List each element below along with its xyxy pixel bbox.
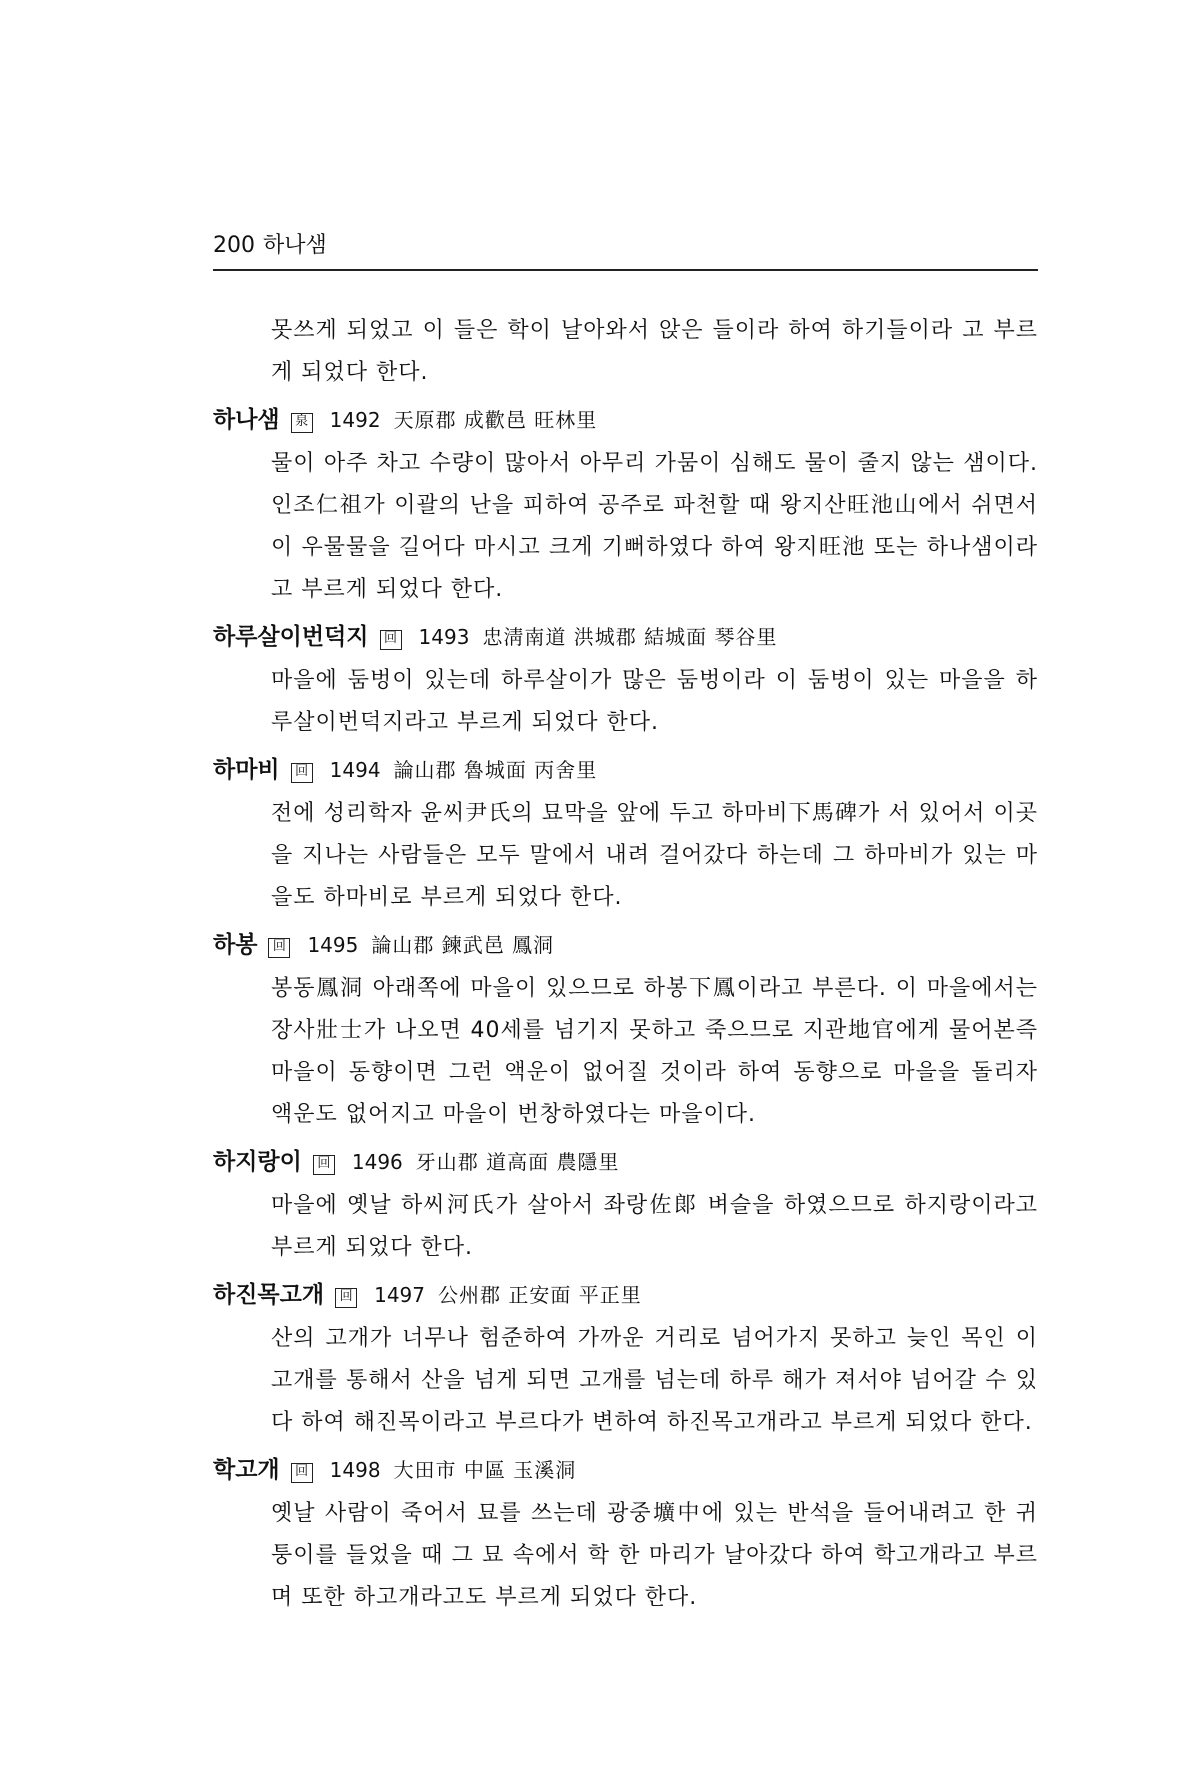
entry — [213, 615, 1038, 744]
entry-term: 하마비 — [213, 757, 280, 783]
category-badge: 回 — [335, 1288, 357, 1308]
entry-location: 論山郡 鍊武邑 鳳洞 — [371, 933, 555, 957]
entry-heading — [213, 748, 1038, 793]
entry-location: 大田市 中區 玉溪洞 — [393, 1458, 577, 1482]
entry-term: 하지랑이 — [213, 1149, 302, 1175]
entry-term: 하봉 — [213, 932, 258, 958]
entry-term: 하루살이번덕지 — [213, 624, 369, 650]
category-badge: 回 — [313, 1155, 335, 1175]
main-content — [213, 310, 1038, 1623]
entry-heading — [213, 1140, 1038, 1185]
entry-text: 마을에 둠벙이 있는데 하루살이가 많은 둠벙이라 이 둠벙이 있는 마을을 하루살이번덕지라고 부르게 되었다 한다. — [271, 668, 1038, 735]
entry-term: 하나샘 — [213, 407, 280, 433]
entry — [213, 1448, 1038, 1619]
entry-heading — [213, 615, 1038, 660]
category-badge: 泉 — [291, 413, 313, 433]
entry-location: 牙山郡 道高面 農隱里 — [415, 1150, 620, 1174]
entry-heading — [213, 398, 1038, 443]
entry-number: 1497 — [374, 1283, 425, 1307]
entry-term: 학고개 — [213, 1457, 280, 1483]
entry-heading — [213, 1273, 1038, 1318]
entry-number: 1498 — [329, 1458, 381, 1482]
entry-location: 天原郡 成歡邑 旺林里 — [393, 408, 598, 432]
entry-text: 봉동鳳洞 아래쪽에 마을이 있으므로 하봉下鳳이라고 부른다. 이 마을에서는 장사壯士가 나오면 40세를 넘기지 못하고 죽으므로 지관地官에게 물어본즉 마을이 동향이면 그런 액운이 없어질 것이라 하여 동향으로 마을을 돌리자 액운도 없어지고 마을이 번창하였다는 마을이다. — [271, 976, 1038, 1127]
continuation-text: 못쓰게 되었고 이 들은 학이 날아와서 앉은 들이라 하여 하기들이라 고 부르게 되었다 한다. — [271, 318, 1038, 385]
entry — [213, 923, 1038, 1136]
entry — [213, 1273, 1038, 1444]
entry-number: 1492 — [329, 408, 381, 432]
entry — [213, 748, 1038, 919]
entry-text: 산의 고개가 너무나 험준하여 가까운 거리로 넘어가지 못하고 늦인 목인 이 고개를 통해서 산을 넘게 되면 고개를 넘는데 하루 해가 져서야 넘어갈 수 있다 하여 해진목이라고 부르다가 변하여 하진목고개라고 부르게 되었다 한다. — [271, 1326, 1038, 1435]
entry-number: 1493 — [418, 625, 470, 649]
entry-heading — [213, 923, 1038, 968]
page-number: 200 — [213, 233, 255, 258]
entry-location: 論山郡 魯城面 丙舍里 — [393, 758, 598, 782]
entry-text: 물이 아주 차고 수량이 많아서 아무리 가뭄이 심해도 물이 줄지 않는 샘이다. 인조仁祖가 이괄의 난을 피하여 공주로 파천할 때 왕지산旺池山에서 쉬면서 이 우물물을 길어다 마시고 크게 기뻐하였다 하여 왕지旺池 또는 하나샘이라고 부르게 되었다 한다. — [271, 451, 1038, 602]
entry-number: 1495 — [307, 933, 359, 957]
category-badge: 回 — [291, 763, 313, 783]
entry-heading — [213, 1448, 1038, 1493]
entry-location: 忠淸南道 洪城郡 結城面 琴谷里 — [482, 625, 778, 649]
entry — [213, 398, 1038, 611]
category-badge: 回 — [380, 630, 402, 650]
entry-text: 전에 성리학자 윤씨尹氏의 묘막을 앞에 두고 하마비下馬碑가 서 있어서 이곳을 지나는 사람들은 모두 말에서 내려 걸어갔다 하는데 그 하마비가 있는 마을도 하마비로 부르게 되었다 한다. — [271, 801, 1038, 910]
category-badge: 回 — [268, 938, 290, 958]
entry-number: 1494 — [329, 758, 381, 782]
entry-text: 마을에 옛날 하씨河氏가 살아서 좌랑佐郞 벼슬을 하였으므로 하지랑이라고 부르게 되었다 한다. — [271, 1193, 1038, 1260]
entry-text: 옛날 사람이 죽어서 묘를 쓰는데 광중壙中에 있는 반석을 들어내려고 한 귀퉁이를 들었을 때 그 묘 속에서 학 한 마리가 날아갔다 하여 학고개라고 부르며 또한 하고개라고도 부르게 되었다 한다. — [271, 1501, 1038, 1610]
entry — [213, 1140, 1038, 1269]
entry-term: 하진목고개 — [213, 1282, 325, 1308]
entry-location: 公州郡 正安面 平正里 — [438, 1283, 642, 1307]
running-header — [213, 229, 1038, 271]
category-badge: 回 — [291, 1463, 313, 1483]
header-title: 하나샘 — [263, 233, 327, 258]
entry-number: 1496 — [351, 1150, 403, 1174]
